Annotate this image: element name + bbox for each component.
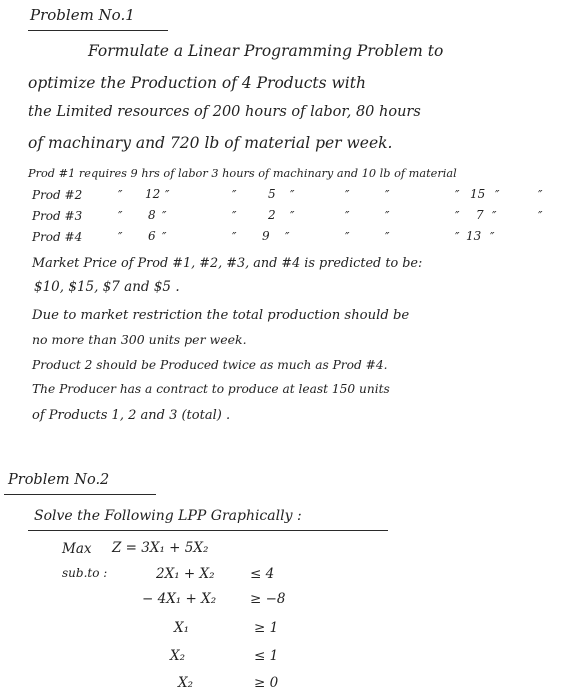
- ditto-mark: ″: [385, 188, 390, 202]
- constraint-lhs: 2X₁ + X₂: [156, 566, 215, 582]
- problem1-line-4: of machinary and 720 lb of material per week.: [28, 134, 393, 152]
- row-material-value: 7: [476, 208, 484, 222]
- ditto-mark: ″: [495, 188, 500, 202]
- ditto-mark: ″: [345, 209, 350, 223]
- problem1-line-2: optimize the Production of 4 Products with: [28, 74, 366, 92]
- row-machine-value: 2: [268, 208, 276, 222]
- constraint-rhs: ≤ 1: [254, 648, 279, 664]
- ditto-mark: ″: [118, 230, 123, 244]
- ditto-mark: ″: [345, 188, 350, 202]
- problem1-market-price: Market Price of Prod #1, #2, #3, and #4 is predicted to be:: [32, 256, 423, 271]
- row-labor-value: 8: [148, 208, 156, 222]
- problem2-heading: Problem No.2: [8, 472, 110, 488]
- constraint-rhs: ≥ −8: [250, 591, 286, 607]
- ditto-mark: ″: [538, 188, 543, 202]
- ditto-mark: ″: [490, 230, 495, 244]
- problem1-product2-ratio: Product 2 should be Produced twice as much as Prod #4.: [32, 358, 388, 372]
- ditto-mark: ″: [232, 230, 237, 244]
- subject-to-label: sub.to :: [62, 566, 108, 580]
- row-material-value: 15: [470, 187, 486, 201]
- ditto-mark: ″: [455, 209, 460, 223]
- problem1-contract: The Producer has a contract to produce at least 150 units: [32, 382, 390, 396]
- ditto-mark: ″: [345, 230, 350, 244]
- ditto-mark: ″: [118, 209, 123, 223]
- constraint-rhs: ≤ 4: [250, 566, 275, 582]
- ditto-mark: ″: [385, 230, 390, 244]
- ditto-mark: ″: [162, 230, 167, 244]
- ditto-mark: ″: [385, 209, 390, 223]
- row-labor-value: 12: [145, 187, 161, 201]
- ditto-mark: ″: [455, 188, 460, 202]
- objective-label: Max: [62, 541, 92, 557]
- ditto-mark: ″: [232, 209, 237, 223]
- row-material-value: 13: [466, 229, 482, 243]
- constraint-lhs: X₁: [174, 620, 190, 636]
- problem2-intro-underline: [28, 530, 388, 531]
- ditto-mark: ″: [118, 188, 123, 202]
- constraint-rhs: ≥ 1: [254, 620, 279, 636]
- ditto-mark: ″: [538, 209, 543, 223]
- problem1-heading-underline: [28, 30, 168, 31]
- ditto-mark: ″: [455, 230, 460, 244]
- problem1-line-3: the Limited resources of 200 hours of labor, 80 hours: [28, 104, 421, 120]
- ditto-mark: ″: [162, 209, 167, 223]
- constraint-lhs: X₂: [178, 675, 194, 691]
- problem1-line-1: Formulate a Linear Programming Problem to: [88, 42, 444, 60]
- constraint-lhs: − 4X₁ + X₂: [142, 591, 217, 607]
- ditto-mark: ″: [290, 209, 295, 223]
- problem1-unit-limit: no more than 300 units per week.: [32, 332, 247, 347]
- row-prod-label: Prod #3: [32, 209, 83, 223]
- ditto-mark: ″: [165, 188, 170, 202]
- problem1-heading: Problem No.1: [30, 6, 135, 24]
- constraint-rhs: ≥ 0: [254, 675, 279, 691]
- row-prod-label: Prod #4: [32, 230, 83, 244]
- problem1-market-restriction: Due to market restriction the total production should be: [32, 308, 410, 323]
- problem2-heading-underline: [4, 494, 156, 495]
- problem1-prices: $10, $15, $7 and $5 .: [34, 279, 180, 295]
- ditto-mark: ″: [232, 188, 237, 202]
- problem1-products-total: of Products 1, 2 and 3 (total) .: [32, 408, 231, 423]
- row-machine-value: 9: [262, 229, 270, 243]
- objective-function: Z = 3X₁ + 5X₂: [112, 540, 209, 556]
- problem2-intro: Solve the Following LPP Graphically :: [34, 508, 302, 524]
- problem1-prod1-requirements: Prod #1 requires 9 hrs of labor 3 hours of machinary and 10 lb of material: [28, 167, 457, 180]
- row-machine-value: 5: [268, 187, 276, 201]
- ditto-mark: ″: [290, 188, 295, 202]
- row-prod-label: Prod #2: [32, 188, 83, 202]
- ditto-mark: ″: [285, 230, 290, 244]
- ditto-mark: ″: [492, 209, 497, 223]
- constraint-lhs: X₂: [170, 648, 186, 664]
- row-labor-value: 6: [148, 229, 156, 243]
